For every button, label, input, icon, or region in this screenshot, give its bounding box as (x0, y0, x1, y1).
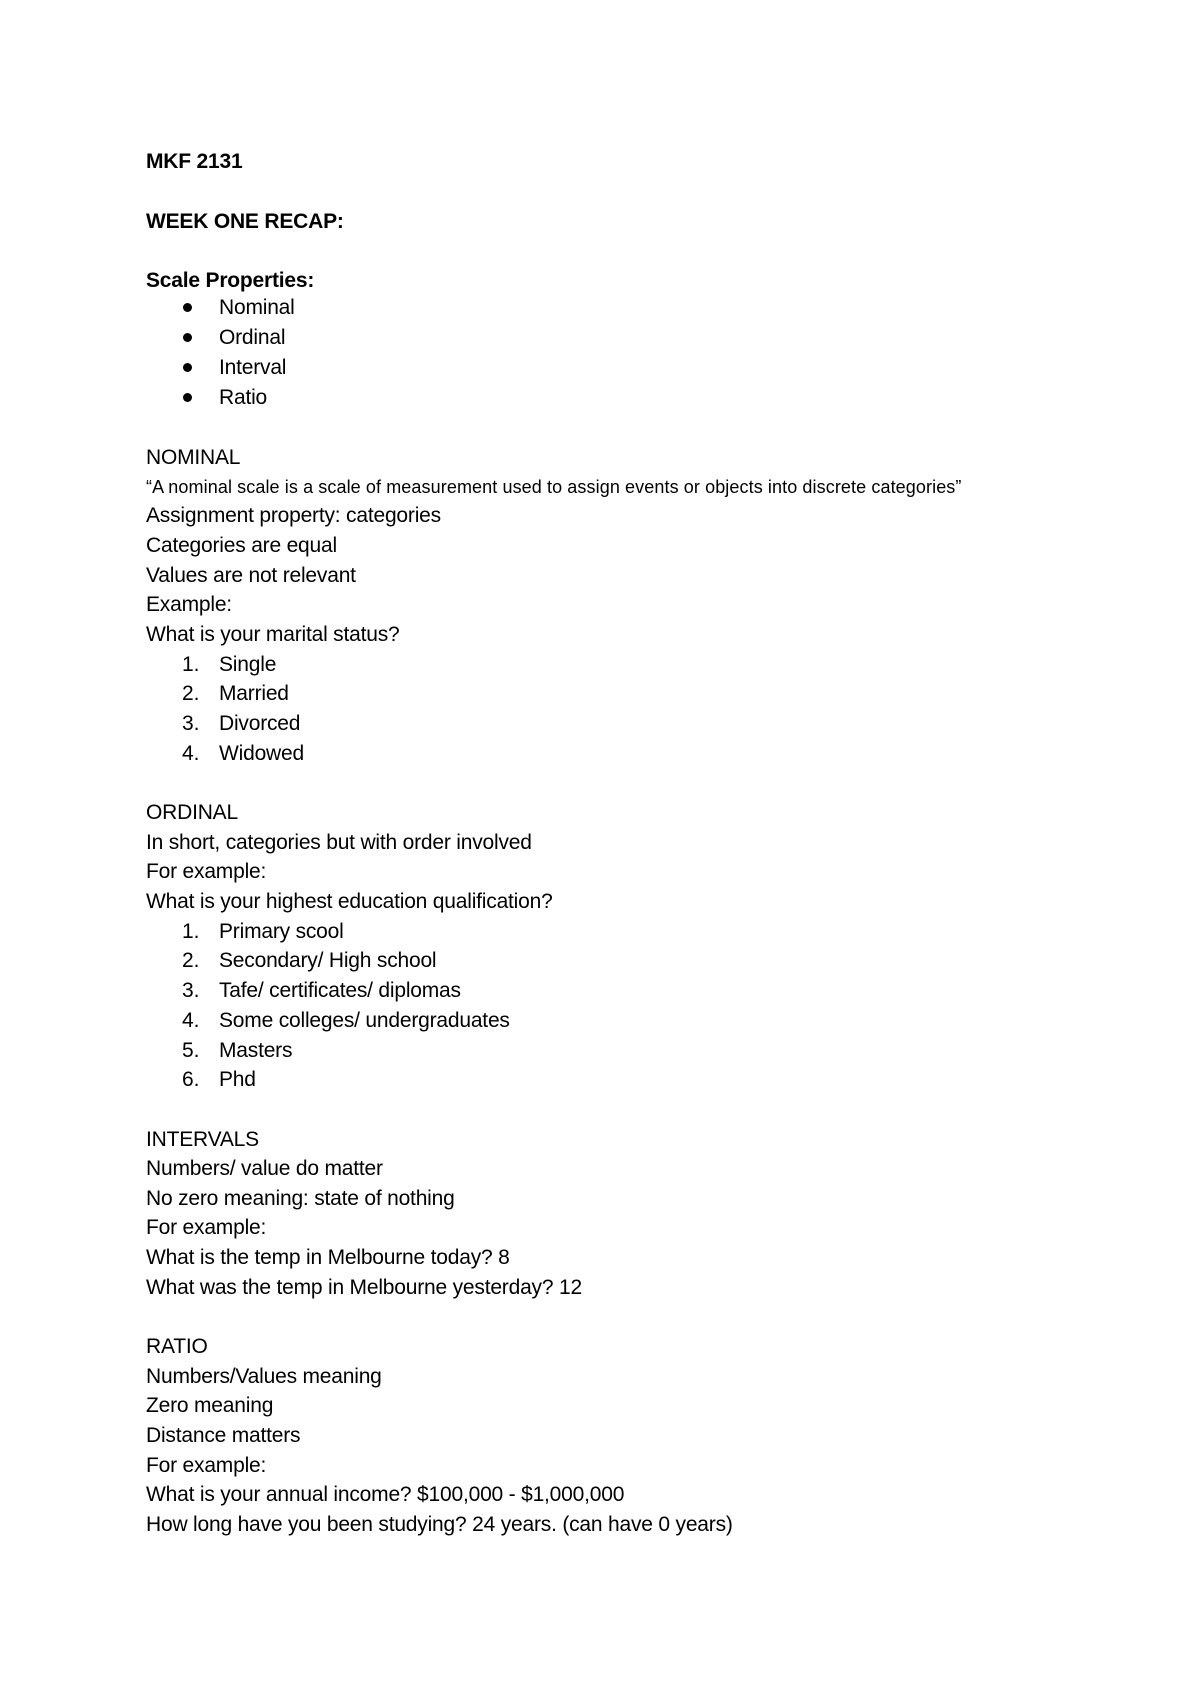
list-item: Secondary/ High school (219, 949, 437, 972)
list-item: Ratio (219, 386, 268, 409)
list-number: 3. (182, 979, 200, 1002)
ratio-line: How long have you been studying? 24 years. (can have 0 years) (146, 1513, 733, 1536)
ratio-line: Distance matters (146, 1424, 301, 1447)
nominal-line: Values are not relevant (146, 564, 356, 587)
list-item: Masters (219, 1039, 293, 1062)
list-item: Interval (219, 356, 287, 379)
bullet-icon (183, 303, 192, 312)
nominal-line: Assignment property: categories (146, 504, 441, 527)
ordinal-line: In short, categories but with order involved (146, 831, 532, 854)
intervals-line: No zero meaning: state of nothing (146, 1187, 455, 1210)
list-item: Tafe/ certificates/ diplomas (219, 979, 461, 1002)
bullet-icon (183, 363, 192, 372)
list-number: 2. (182, 949, 200, 972)
list-item: Single (219, 653, 277, 676)
ratio-line: Numbers/Values meaning (146, 1365, 382, 1388)
ratio-line: For example: (146, 1454, 267, 1477)
recap-heading: WEEK ONE RECAP: (146, 210, 344, 233)
list-item: Ordinal (219, 326, 286, 349)
list-item: Nominal (219, 296, 295, 319)
list-number: 4. (182, 742, 200, 765)
ratio-heading: RATIO (146, 1335, 208, 1358)
list-number: 3. (182, 712, 200, 735)
scale-properties-heading: Scale Properties: (146, 269, 315, 292)
bullet-icon (183, 333, 192, 342)
intervals-line: Numbers/ value do matter (146, 1157, 383, 1180)
list-item: Married (219, 682, 289, 705)
course-code: MKF 2131 (146, 150, 243, 173)
bullet-icon (183, 393, 192, 402)
list-number: 1. (182, 920, 200, 943)
nominal-line: Example: (146, 593, 232, 616)
nominal-question: What is your marital status? (146, 623, 400, 646)
list-number: 6. (182, 1068, 200, 1091)
list-number: 2. (182, 682, 200, 705)
nominal-quote: “A nominal scale is a scale of measurement used to assign events or objects into discrete categories” (146, 477, 962, 497)
list-number: 1. (182, 653, 200, 676)
ratio-line: Zero meaning (146, 1394, 274, 1417)
intervals-line: What is the temp in Melbourne today? 8 (146, 1246, 510, 1269)
list-item: Some colleges/ undergraduates (219, 1009, 510, 1032)
intervals-line: For example: (146, 1216, 267, 1239)
list-item: Primary scool (219, 920, 344, 943)
list-number: 4. (182, 1009, 200, 1032)
nominal-heading: NOMINAL (146, 446, 241, 469)
intervals-heading: INTERVALS (146, 1128, 259, 1151)
list-number: 5. (182, 1039, 200, 1062)
nominal-line: Categories are equal (146, 534, 337, 557)
intervals-line: What was the temp in Melbourne yesterday? 12 (146, 1276, 582, 1299)
ordinal-heading: ORDINAL (146, 801, 238, 824)
ratio-line: What is your annual income? $100,000 - $1,000,000 (146, 1483, 625, 1506)
ordinal-line: For example: (146, 860, 267, 883)
ordinal-question: What is your highest education qualification? (146, 890, 553, 913)
list-item: Divorced (219, 712, 301, 735)
list-item: Phd (219, 1068, 256, 1091)
list-item: Widowed (219, 742, 304, 765)
